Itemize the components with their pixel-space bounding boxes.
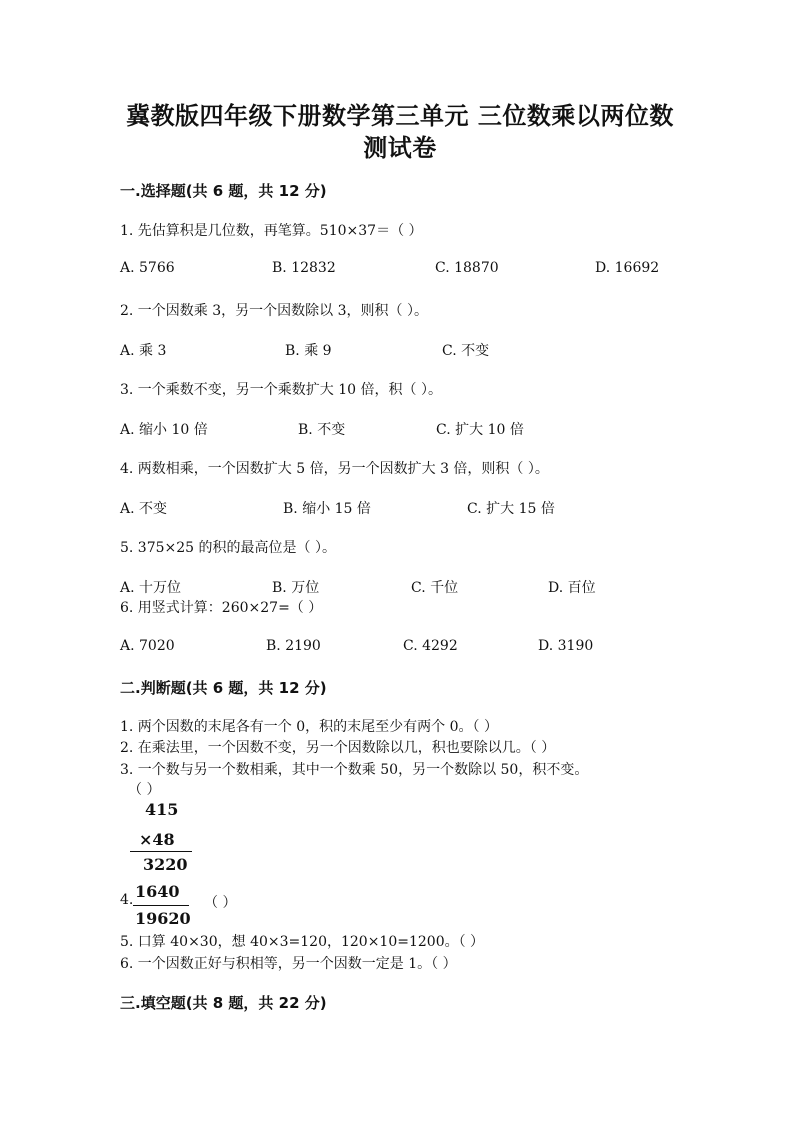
section-heading-choice: 一.选择题(共 6 题，共 12 分) [120, 182, 327, 200]
calc-multiplicand: 415 [145, 800, 179, 819]
section-heading-fill-in: 三.填空题(共 8 题，共 22 分) [120, 994, 327, 1012]
option-b: B. 乘 9 [285, 343, 332, 359]
option-d: D. 百位 [548, 580, 596, 596]
question-bracket: （ ） [128, 782, 161, 798]
option-b: B. 缩小 15 倍 [283, 501, 371, 517]
question-text: 4. 两数相乘，一个因数扩大 5 倍，另一个因数扩大 3 倍，则积（ ）。 [120, 461, 549, 477]
calc-rule-bottom [133, 905, 189, 906]
page-title-line2: 测试卷 [363, 134, 437, 162]
calc-partial-product-1: 3220 [143, 855, 188, 874]
question-text: 5. 口算 40×30，想 40×3=120，120×10=1200。（ ） [120, 934, 485, 950]
question-text: 5. 375×25 的积的最高位是（ ）。 [120, 540, 336, 556]
question-text: 2. 在乘法里，一个因数不变，另一个因数除以几，积也要除以几。（ ） [120, 740, 556, 756]
calc-multiplier: ×48 [139, 830, 175, 849]
option-c: C. 4292 [403, 638, 458, 654]
option-c: C. 18870 [435, 260, 499, 276]
option-c: C. 扩大 10 倍 [436, 422, 524, 438]
option-a: A. 7020 [120, 638, 175, 654]
option-c: C. 扩大 15 倍 [467, 501, 555, 517]
calc-partial-product-2: 1640 [135, 882, 180, 901]
question-number: 4. [120, 892, 134, 908]
question-text: 2. 一个因数乘 3，另一个因数除以 3，则积（ ）。 [120, 303, 428, 319]
option-c: C. 千位 [411, 580, 459, 596]
question-text: 6. 用竖式计算：260×27=（ ） [120, 600, 323, 616]
option-a: A. 乘 3 [120, 343, 167, 359]
option-b: B. 12832 [272, 260, 336, 276]
option-d: D. 16692 [595, 260, 660, 276]
option-b: B. 2190 [266, 638, 321, 654]
calc-rule-top [130, 851, 192, 852]
question-text: 6. 一个因数正好与积相等，另一个因数一定是 1。（ ） [120, 956, 457, 972]
option-c: C. 不变 [442, 343, 490, 359]
option-b: B. 不变 [298, 422, 346, 438]
section-heading-judgment: 二.判断题(共 6 题，共 12 分) [120, 679, 327, 697]
option-b: B. 万位 [272, 580, 320, 596]
question-text: 1. 先估算积是几位数，再笔算。510×37＝（ ） [120, 223, 423, 239]
question-text: 3. 一个数与另一个数相乘，其中一个数乘 50，另一个数除以 50，积不变。 [120, 762, 589, 778]
option-a: A. 不变 [120, 501, 168, 517]
page-title-line1: 冀教版四年级下册数学第三单元 三位数乘以两位数 [126, 102, 674, 130]
calc-result: 19620 [135, 909, 191, 928]
question-text: 1. 两个因数的末尾各有一个 0，积的末尾至少有两个 0。（ ） [120, 719, 498, 735]
option-a: A. 十万位 [120, 580, 182, 596]
option-a: A. 5766 [120, 260, 175, 276]
question-text: 3. 一个乘数不变，另一个乘数扩大 10 倍，积（ ）。 [120, 382, 442, 398]
question-bracket: （ ） [204, 895, 237, 911]
option-a: A. 缩小 10 倍 [120, 422, 208, 438]
option-d: D. 3190 [538, 638, 594, 654]
